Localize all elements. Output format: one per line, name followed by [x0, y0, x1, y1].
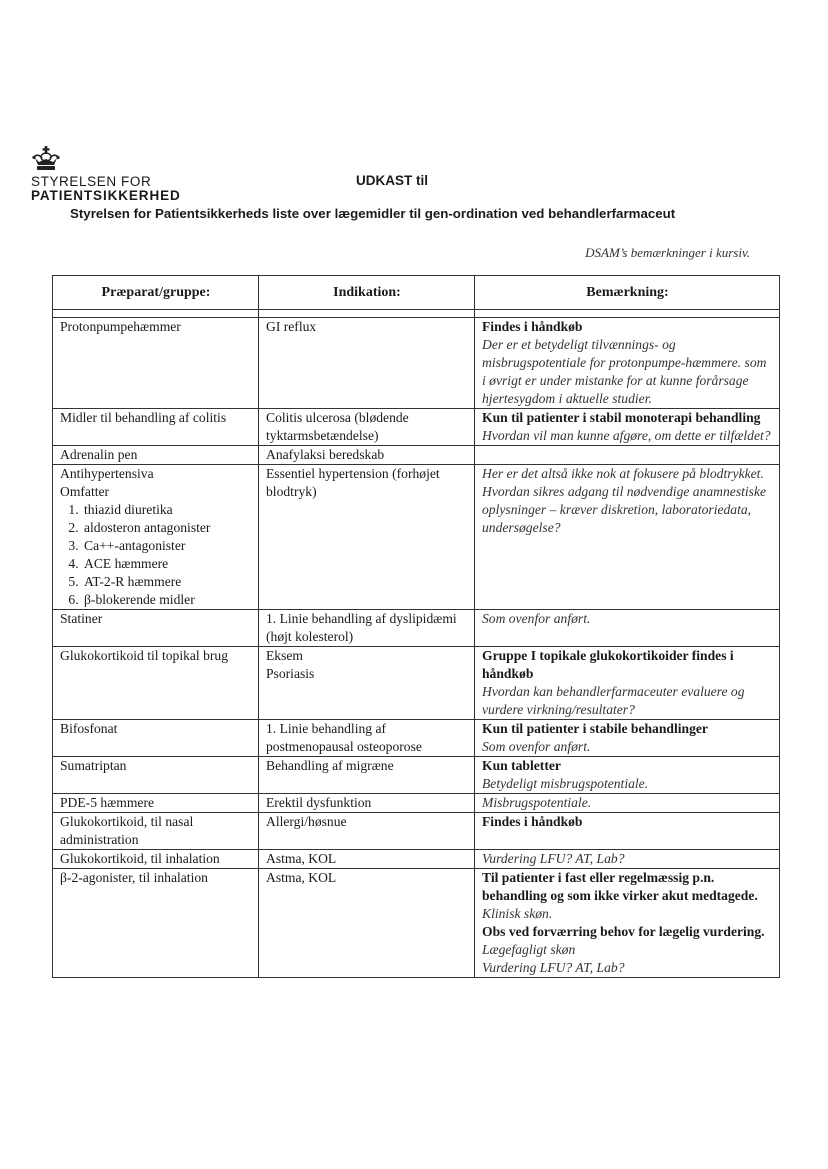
- remark-text-2: Obs ved forværring behov for lægelig vurdering.: [482, 924, 765, 939]
- indication-text: Eksem: [266, 648, 303, 663]
- preparation-subheading: Omfatter: [60, 484, 110, 499]
- preparation-cell: Bifosfonat: [53, 720, 259, 757]
- logo-text-line2: PATIENTSIKKERHED: [31, 188, 181, 203]
- list-item: 5. AT-2-R hæmmere: [82, 573, 252, 591]
- preparation-cell: Adrenalin pen: [53, 446, 259, 465]
- remark-text: Findes i håndkøb: [482, 319, 583, 334]
- preparation-cell: β-2-agonister, til inhalation: [53, 869, 259, 978]
- table-row: [53, 813, 780, 850]
- preparation-cell: Glukokortikoid, til nasal administration: [53, 813, 259, 850]
- table-row: [53, 610, 780, 647]
- drug-class-list: [60, 501, 252, 609]
- remark-cell: [475, 813, 780, 850]
- dsam-comment: Der er et betydeligt tilvænnings- og misbrugspotentiale for protonpumpe-hæmmere. som i øvrigt er under mistanke for at kunne forårsage hjertesygdom i aktuelle studier.: [482, 337, 767, 406]
- remark-text: Til patienter i fast eller regelmæssig p.n. behandling og som ikke virker akut medtagede.: [482, 870, 758, 903]
- dsam-comment: Hvordan vil man kunne afgøre, om dette er tilfældet?: [482, 428, 771, 443]
- table-row: [53, 318, 780, 409]
- list-item: 6. β-blokerende midler: [82, 591, 252, 609]
- document-title: Styrelsen for Patientsikkerheds liste over lægemidler til gen-ordination ved behandlerfarmaceut: [70, 206, 676, 221]
- table-row: [53, 757, 780, 794]
- remark-text: Gruppe I topikale glukokortikoider findes i håndkøb: [482, 648, 734, 681]
- remark-paragraph-1: [482, 869, 773, 923]
- remark-paragraph-2: [482, 923, 773, 959]
- dsam-comment: Som ovenfor anført.: [482, 611, 591, 626]
- preparation-cell: PDE-5 hæmmere: [53, 794, 259, 813]
- remark-text: Kun til patienter i stabil monoterapi behandling: [482, 410, 761, 425]
- preparation-cell: Statiner: [53, 610, 259, 647]
- table-row: [53, 647, 780, 720]
- remark-cell: [475, 318, 780, 409]
- indication-cell: Colitis ulcerosa (blødende tyktarmsbetændelse): [259, 409, 475, 446]
- italic-note: DSAM’s bemærkninger i kursiv.: [585, 245, 750, 260]
- preparation-cell: Sumatriptan: [53, 757, 259, 794]
- preparation-name: Antihypertensiva: [60, 466, 154, 481]
- preparation-cell: [53, 465, 259, 610]
- indication-cell: GI reflux: [259, 318, 475, 409]
- remark-cell: [475, 794, 780, 813]
- indication-cell: Astma, KOL: [259, 869, 475, 978]
- remark-cell: [475, 647, 780, 720]
- indication-cell: Anafylaksi beredskab: [259, 446, 475, 465]
- table-row: [53, 720, 780, 757]
- table-spacer-row: [53, 310, 780, 318]
- table-row: [53, 794, 780, 813]
- indication-cell: 1. Linie behandling af postmenopausal osteoporose: [259, 720, 475, 757]
- list-item: 3. Ca++-antagonister: [82, 537, 252, 555]
- dsam-comment: Her er det altså ikke nok at fokusere på blodtrykket. Hvordan sikres adgang til nødvendige anamnestiske oplysninger – kræver diskretion, laboratoriedata, undersøgelse?: [482, 466, 767, 535]
- remark-cell: [475, 757, 780, 794]
- list-item: 2. aldosteron antagonister: [82, 519, 252, 537]
- dsam-comment: Vurdering LFU? AT, Lab?: [482, 851, 625, 866]
- indication-cell: Essentiel hypertension (forhøjet blodtryk): [259, 465, 475, 610]
- table-row: [53, 446, 780, 465]
- dsam-comment-2: Lægefagligt skøn: [482, 942, 576, 957]
- dsam-comment: Hvordan kan behandlerfarmaceuter evaluere og vurdere virkning/resultater?: [482, 684, 745, 717]
- remark-cell: [475, 869, 780, 978]
- indication-cell: Erektil dysfunktion: [259, 794, 475, 813]
- indication-cell: [259, 647, 475, 720]
- dsam-comment: Klinisk skøn.: [482, 906, 553, 921]
- dsam-comment: Misbrugspotentiale.: [482, 795, 592, 810]
- column-header-indication: Indikation:: [259, 276, 475, 310]
- table-row: [53, 850, 780, 869]
- remark-cell: [475, 720, 780, 757]
- remark-text: Kun tabletter: [482, 758, 561, 773]
- remark-cell: [475, 465, 780, 610]
- column-header-preparation: Præparat/gruppe:: [53, 276, 259, 310]
- list-item: 1. thiazid diuretika: [82, 501, 252, 519]
- indication-cell: Allergi/høsnue: [259, 813, 475, 850]
- indication-cell: 1. Linie behandling af dyslipidæmi (højt kolesterol): [259, 610, 475, 647]
- draft-label: UDKAST til: [356, 173, 428, 188]
- remark-cell: [475, 409, 780, 446]
- list-item: 4. ACE hæmmere: [82, 555, 252, 573]
- crown-icon: [31, 146, 61, 172]
- preparation-cell: Glukokortikoid, til inhalation: [53, 850, 259, 869]
- remark-text: Findes i håndkøb: [482, 814, 583, 829]
- preparation-cell: Glukokortikoid til topikal brug: [53, 647, 259, 720]
- medication-table: [52, 275, 780, 978]
- remark-text: Kun til patienter i stabile behandlinger: [482, 721, 708, 736]
- indication-cell: Behandling af migræne: [259, 757, 475, 794]
- remark-cell: [475, 850, 780, 869]
- indication-cell: Astma, KOL: [259, 850, 475, 869]
- dsam-comment-3: Vurdering LFU? AT, Lab?: [482, 960, 625, 975]
- dsam-comment: Som ovenfor anført.: [482, 739, 591, 754]
- preparation-cell: Midler til behandling af colitis: [53, 409, 259, 446]
- dsam-comment: Betydeligt misbrugspotentiale.: [482, 776, 649, 791]
- table-row: [53, 409, 780, 446]
- remark-cell: [475, 610, 780, 647]
- remark-cell: [475, 446, 780, 465]
- table-row: [53, 869, 780, 978]
- table-row: [53, 465, 780, 610]
- indication-text-2: Psoriasis: [266, 666, 315, 681]
- table-header-row: [53, 276, 780, 310]
- preparation-cell: Protonpumpehæmmer: [53, 318, 259, 409]
- logo-text-line1: STYRELSEN FOR: [31, 174, 152, 189]
- column-header-remark: Bemærkning:: [475, 276, 780, 310]
